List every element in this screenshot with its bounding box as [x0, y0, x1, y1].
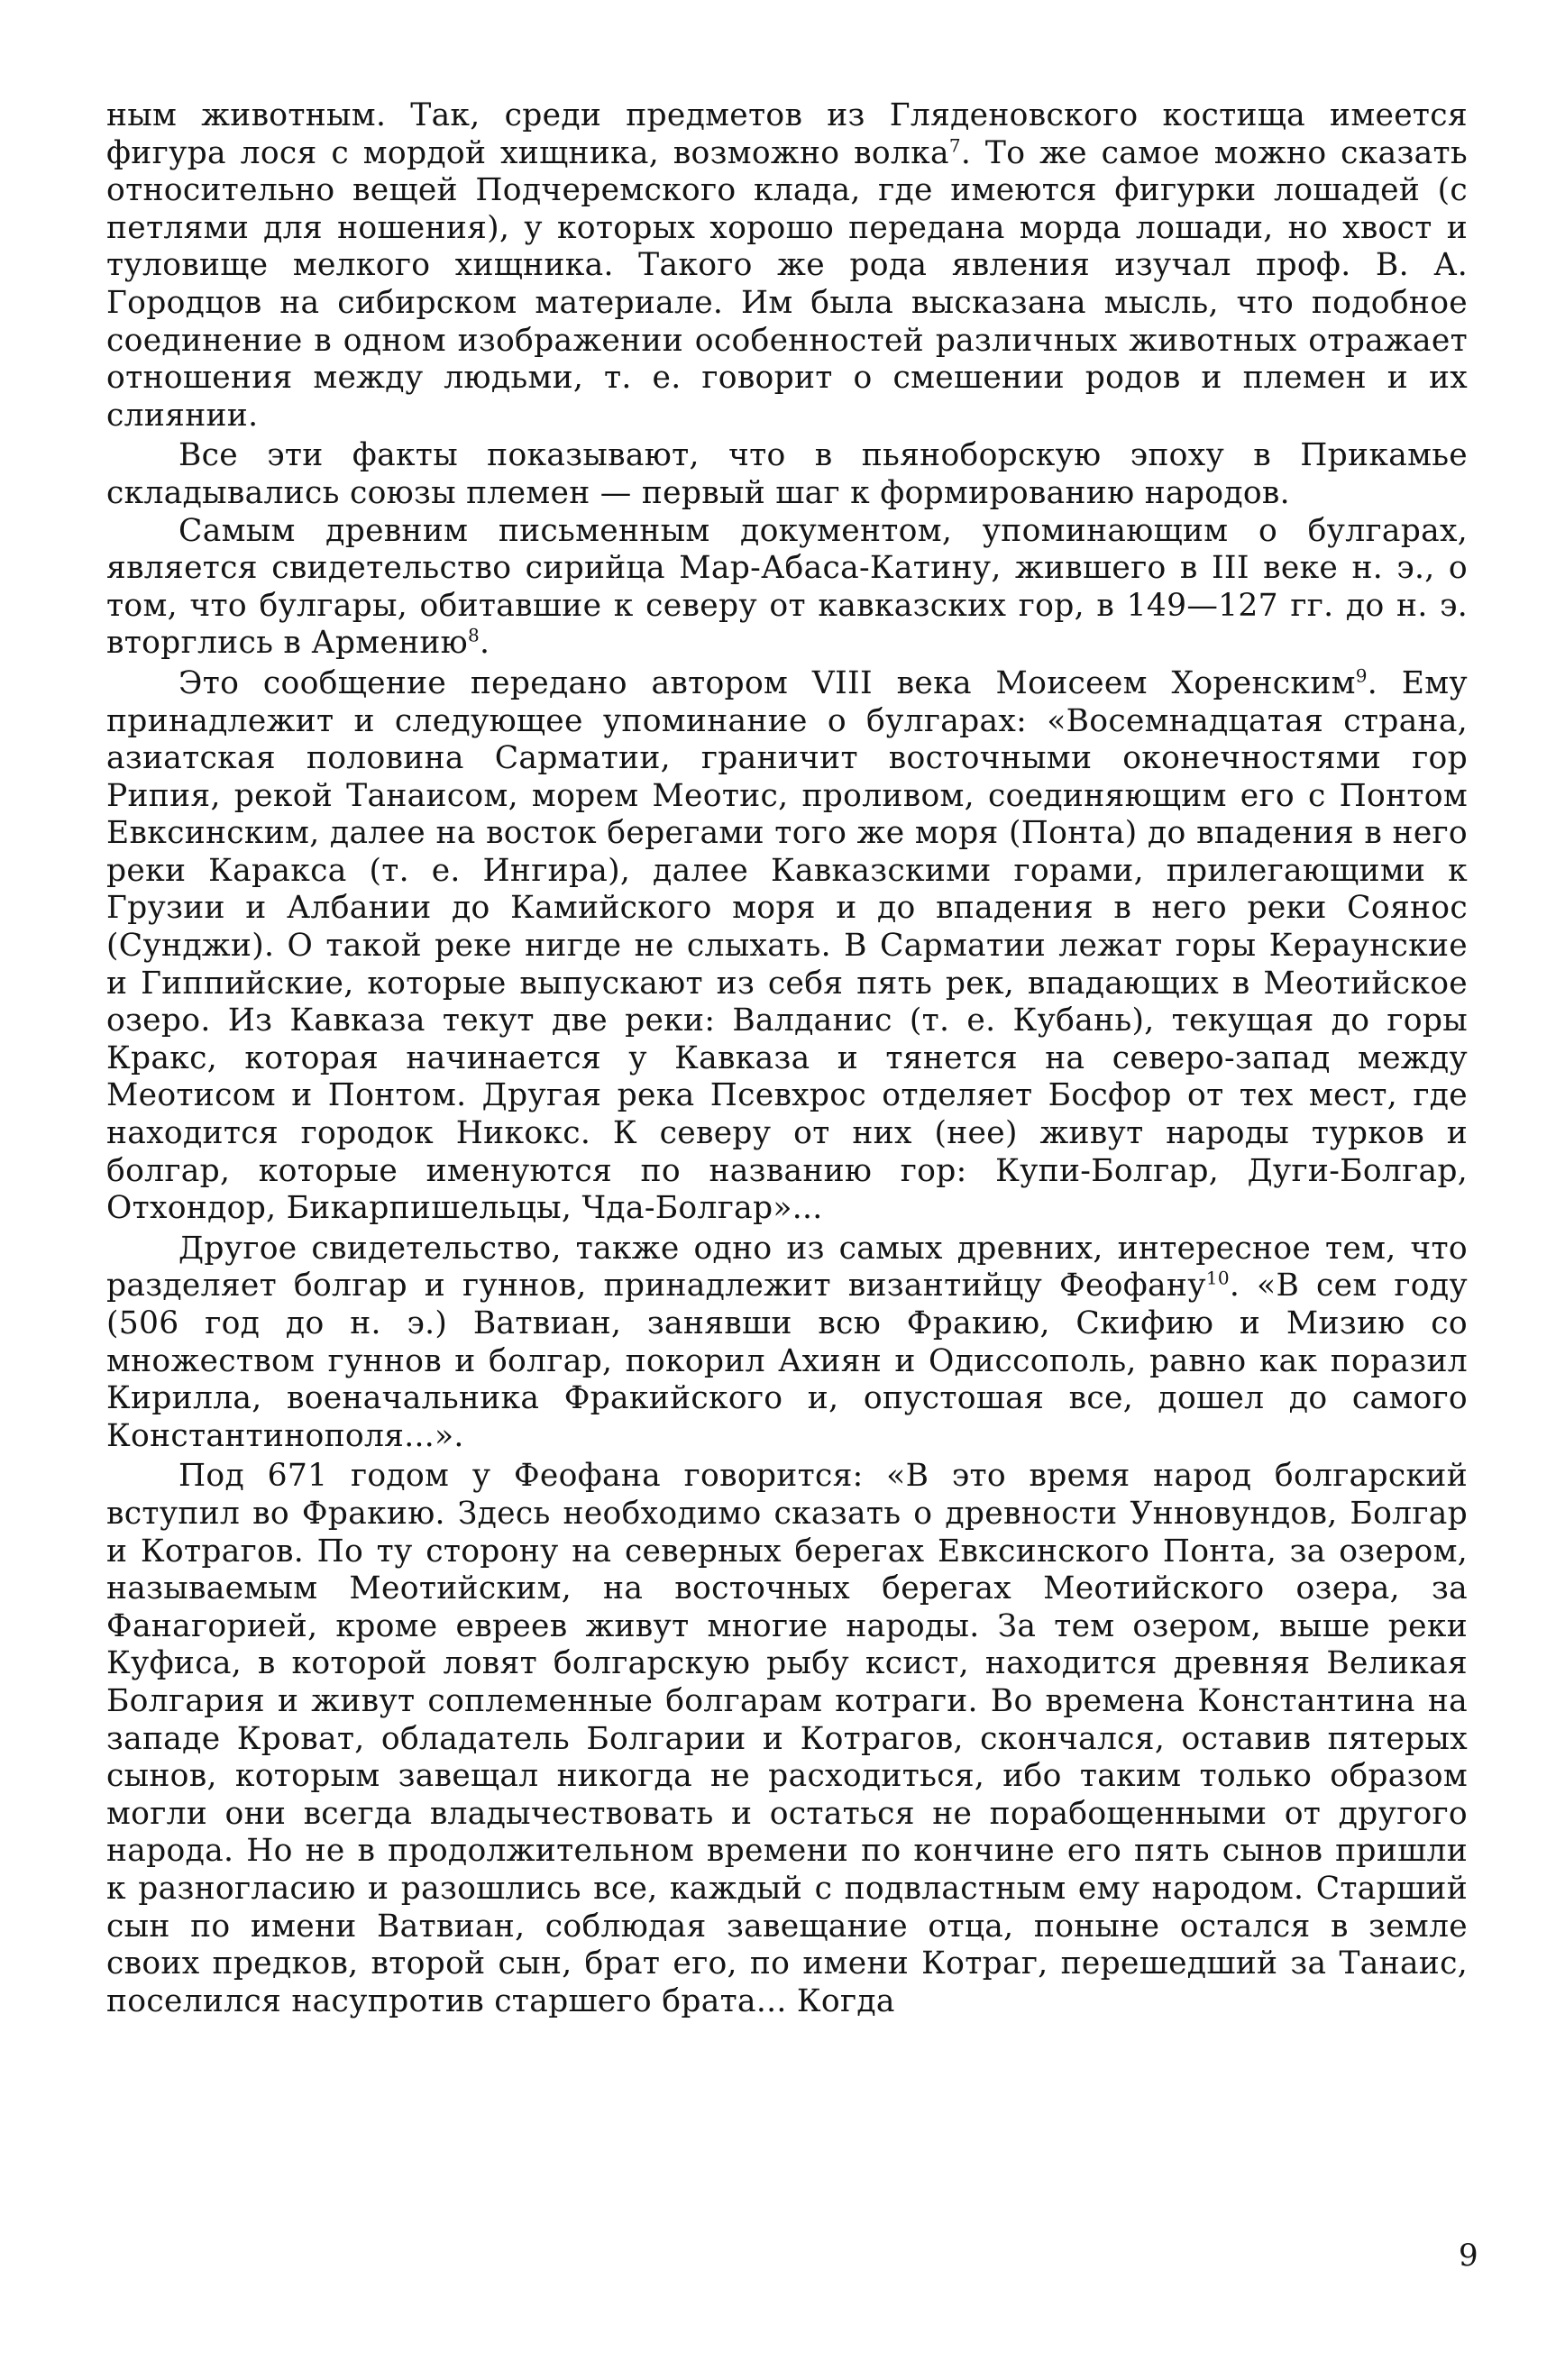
footnote-ref: 7 — [948, 134, 961, 157]
text-run: . То же самое можно сказать относительно вещей Подчеремского клада, где имеются фигурки лошадей (с петлями для ношения), у которых хорошо передана морда лошади, но хвост и туловище мелкого хищника. Такого же рода явления изучал проф. В. А. Городцов на сибирском материале. Им была высказана мысль, что подобное соединение в одном изображении особенностей различных животных отражает отношения между людьми, т. е. говорит о смешении родов и племен и их слиянии. — [106, 134, 1468, 434]
text-run: Это сообщение передано автором VIII века Моисеем Хоренским — [178, 664, 1356, 701]
text-run: . — [480, 625, 490, 662]
paragraph-2 — [106, 437, 1468, 512]
text-run: Другое свидетельство, также одно из самых древних, интересное тем, что разделяет болгар и гуннов, принадлежит византийцу Феофану — [106, 1230, 1468, 1304]
footnote-ref: 9 — [1355, 664, 1368, 687]
text-run: . «В сем году (506 год до н. э.) Ватвиан, занявши всю Фракию, Скифию и Мизию со множеством гуннов и болгар, покорил Ахиян и Одиссополь, равно как поразил Кирилла, военачальника Фракийского и, опустошая все, дошел до самого Константинополя...». — [106, 1268, 1468, 1454]
text-run: Под 671 годом у Феофана говорится: «В это время народ болгарский вступил во Фракию. Здесь необходимо сказать о древности Унновундов, Болгар и Котрагов. По ту сторону на северных берегах Евксинского Понта, за озером, называемым Меотийским, на восточных берегах Меотийского озера, за Фанагорией, кроме евреев живут многие народы. За тем озером, выше реки Куфиса, в которой ловят болгарскую рыбу ксист, находится древняя Великая Болгария и живут соплеменные болгарам котраги. Во времена Константина на западе Кроват, обладатель Болгарии и Котрагов, скончался, оставив пятерых сынов, которым завещал никогда не расходиться, ибо таким только образом могли они всегда владычествовать и остаться не порабощенными от другого народа. Но не в продолжительном времени по кончине его пять сынов пришли к разногласию и разошлись все, каждый с подвластным ему народом. Старший сын по имени Ватвиан, соблюдая завещание отца, поныне остался в земле своих предков, второй сын, брат его, по имени Котраг, перешедший за Танаис, поселился насупротив старшего брата... Когда — [106, 1458, 1468, 2019]
paragraph-5 — [106, 1231, 1468, 1456]
footnote-ref: 10 — [1205, 1267, 1230, 1289]
footnote-ref: 8 — [468, 624, 480, 646]
text-run: . Ему принадлежит и следующее упоминание о булгарах: «Восемнадцатая страна, азиатская половина Сарматии, граничит восточными оконечностями гор Рипия, рекой Танаисом, морем Меотис, проливом, соединяющим его с Понтом Евксинским, далее на восток берегами того же моря (Понта) до впадения в него реки Каракса (т. е. Ингира), далее Кавказскими горами, прилегающими к Грузии и Албании до Камийского моря и до впадения в него реки Соянос (Сунджи). О такой реке нигде не слыхать. В Сарматии лежат горы Кераунские и Гиппийские, которые выпускают из себя пять рек, впадающих в Меотийское озеро. Из Кавказа текут две реки: Валданис (т. е. Кубань), текущая до горы Кракс, которая начинается у Кавказа и тянется на северо-запад между Меотисом и Понтом. Другая река Псевхрос отделяет Босфор от тех мест, где находится городок Никокс. К северу от них (нее) живут народы турков и болгар, которые именуются по названию гор: Купи-Болгар, Дуги-Болгар, Отхондор, Бикарпишельцы, Чда-Болгар»... — [106, 664, 1468, 1227]
text-run: ным животным. Так, среди предметов из Гляденовского костища имеется фигура лося с мордой хищника, возможно волка — [106, 97, 1468, 171]
text-run: Все эти факты показывают, что в пьяноборскую эпоху в Прикамье складывались союзы племен — первый шаг к формированию народов. — [106, 437, 1468, 511]
book-page — [106, 97, 1468, 2351]
paragraph-6 — [106, 1458, 1468, 2020]
paragraph-4 — [106, 665, 1468, 1228]
paragraph-1 — [106, 97, 1468, 435]
text-run: Самым древним письменным документом, упоминающим о булгарах, является свидетельство сирийца Мар-Абаса-Катину, жившего в III веке н. э., о том, что булгары, обитавшие к северу от кавказских гор, в 149—127 гг. до н. э. вторглись в Армению — [106, 512, 1468, 662]
paragraph-3 — [106, 513, 1468, 663]
page-number: 9 — [1459, 2238, 1478, 2274]
